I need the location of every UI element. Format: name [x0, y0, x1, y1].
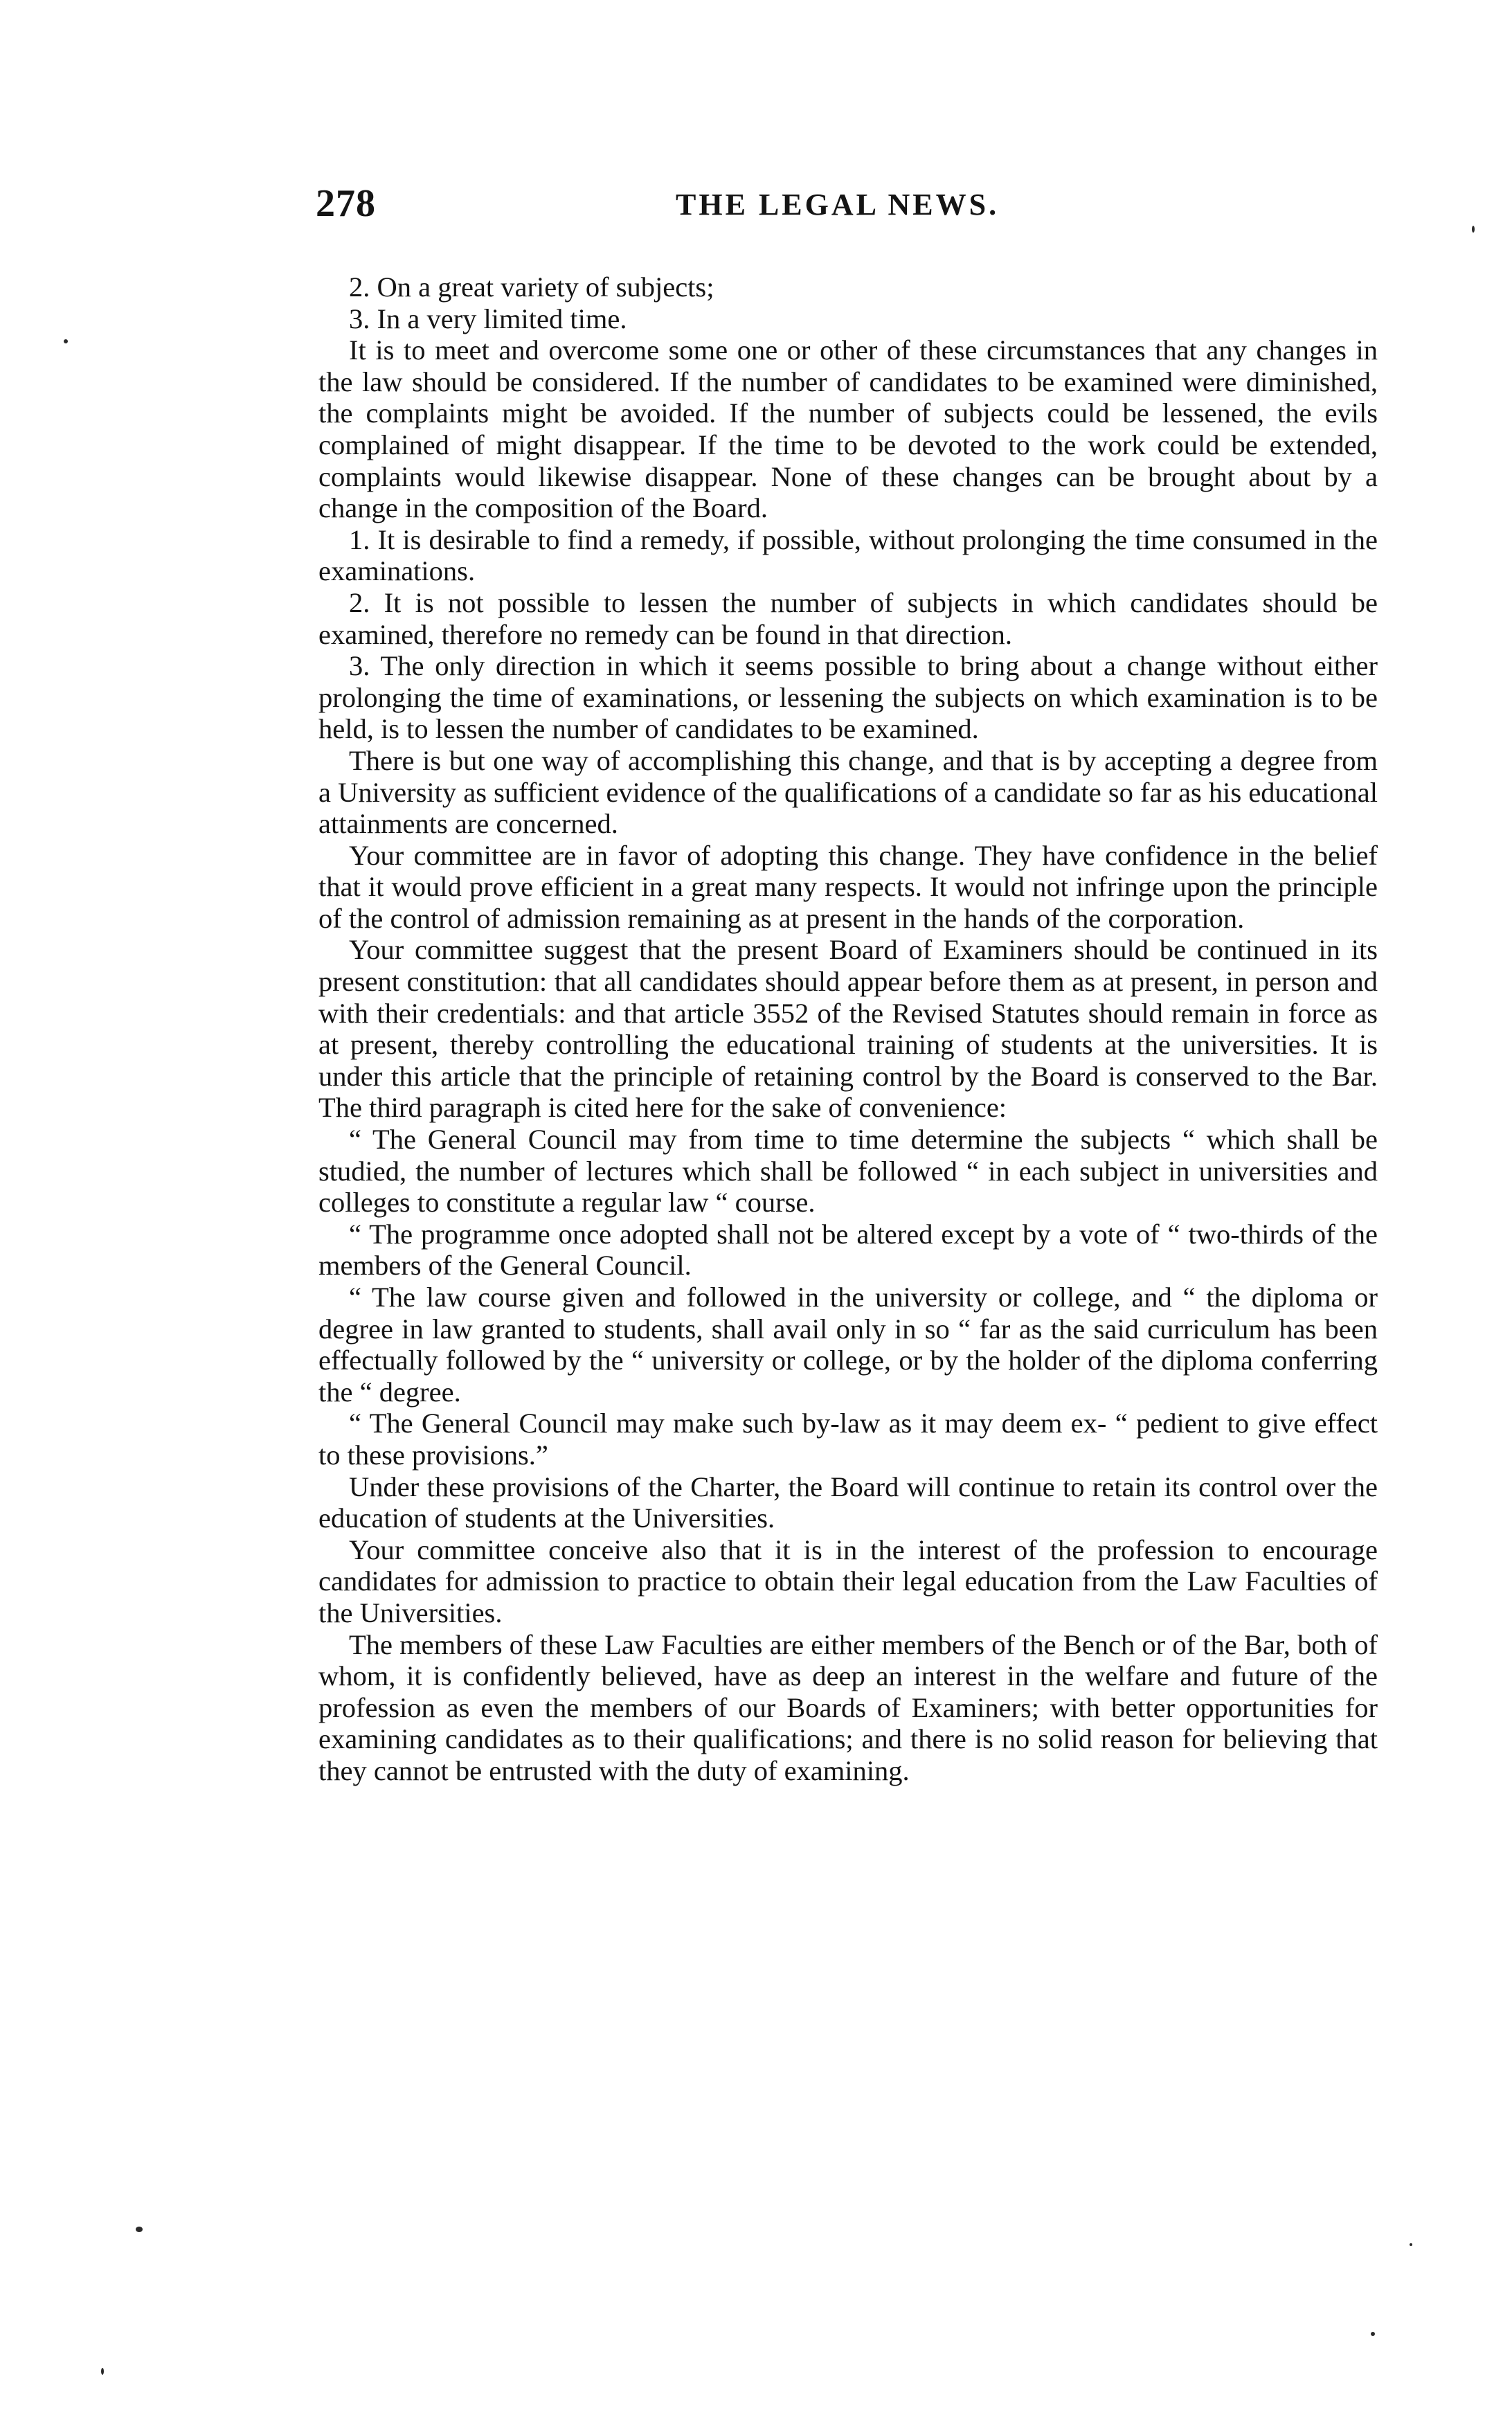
- paragraph: There is but one way of accomplishing this change, and that is by accepting a degree from a University as sufficient evidence of the qualifications of a candidate so far as his educational attainments are concerned.: [318, 744, 1378, 840]
- paragraph: Your committee conceive also that it is in the interest of the profession to encourage candidates for admission to practice to obtain their legal education from the Law Faculties of the Universities.: [318, 1534, 1378, 1628]
- quoted-paragraph: “ The law course given and followed in the university or college, and “ the diploma or degree in law granted to students, shall avail only in so “ far as the said curriculum has been effectually followed by the “ university or college, or by the holder of the diploma conferring the “ degree.: [318, 1282, 1378, 1408]
- paragraph: Your committee suggest that the present Board of Examiners should be continued in its present constitution: that all candidates should appear before them as at present, in person and with their credentials: and that article 3552 of the Revised Statutes should remain in force as at present, thereby controlling the educational training of students at the universities. It is under this article that the principle of retaining control by the Board is conserved to the Bar. The third paragraph is cited here for the sake of convenience:: [318, 934, 1378, 1124]
- scan-speck: [64, 339, 68, 343]
- paragraph: The members of these Law Faculties are either members of the Bench or of the Bar, both of whom, it is confidently believed, have as deep an interest in the welfare and future of the profession as even the members of our Boards of Examiners; with better opportunities for examining candidates as to their qualifications; and there is no solid reason for believing that they cannot be entrusted with the duty of examining.: [318, 1628, 1378, 1786]
- running-title: THE LEGAL NEWS.: [676, 188, 1000, 222]
- page-header: [316, 181, 1382, 237]
- list-item: 2. On a great variety of subjects;: [349, 271, 714, 303]
- scan-speck: [1472, 226, 1475, 233]
- quoted-paragraph: “ The General Council may from time to time determine the subjects “ which shall be studied, the number of lectures which shall be followed “ in each subject in universities and colleges to constitute a regular law “ course.: [318, 1124, 1378, 1219]
- scan-speck: [136, 2227, 143, 2232]
- paragraph: It is to meet and overcome some one or other of these circumstances that any changes in the law should be considered. If the number of candidates to be examined were diminished, the complaints might be avoided. If the number of subjects could be lessened, the evils complained of might disappear. If the time to be devoted to the work could be extended, complaints would likewise disappear. None of these changes can be brought about by a change in the composition of the Board.: [318, 334, 1378, 524]
- numbered-paragraph: 2. It is not possible to lessen the number of subjects in which candidates should be examined, therefore no remedy can be found in that direction.: [318, 586, 1378, 650]
- numbered-paragraph: 3. The only direction in which it seems possible to bring about a change without either prolonging the time of examinations, or lessening the subjects on which examination is to be held, is to lessen the number of candidates to be examined.: [318, 650, 1378, 745]
- scan-speck: [1371, 2332, 1375, 2336]
- body-text: [318, 271, 1378, 1787]
- paragraph: Your committee are in favor of adopting this change. They have confidence in the belief that it would prove efficient in a great many respects. It would not infringe upon the principle of the control of admission remaining as at present in the hands of the corporation.: [318, 839, 1378, 934]
- paragraph: Under these provisions of the Charter, the Board will continue to retain its control over the education of students at the Universities.: [318, 1471, 1378, 1534]
- quoted-paragraph: “ The General Council may make such by-law as it may deem ex- “ pedient to give effect to these provisions.”: [318, 1408, 1378, 1471]
- page-number: 278: [316, 182, 376, 225]
- numbered-paragraph: 1. It is desirable to find a remedy, if possible, without prolonging the time consumed in the examinations.: [318, 523, 1378, 587]
- list-item: 3. In a very limited time.: [349, 303, 627, 334]
- quoted-paragraph: “ The programme once adopted shall not be altered except by a vote of “ two-thirds of the members of the General Council.: [318, 1218, 1378, 1282]
- scan-speck: [1410, 2243, 1412, 2246]
- scan-speck: [101, 2368, 104, 2375]
